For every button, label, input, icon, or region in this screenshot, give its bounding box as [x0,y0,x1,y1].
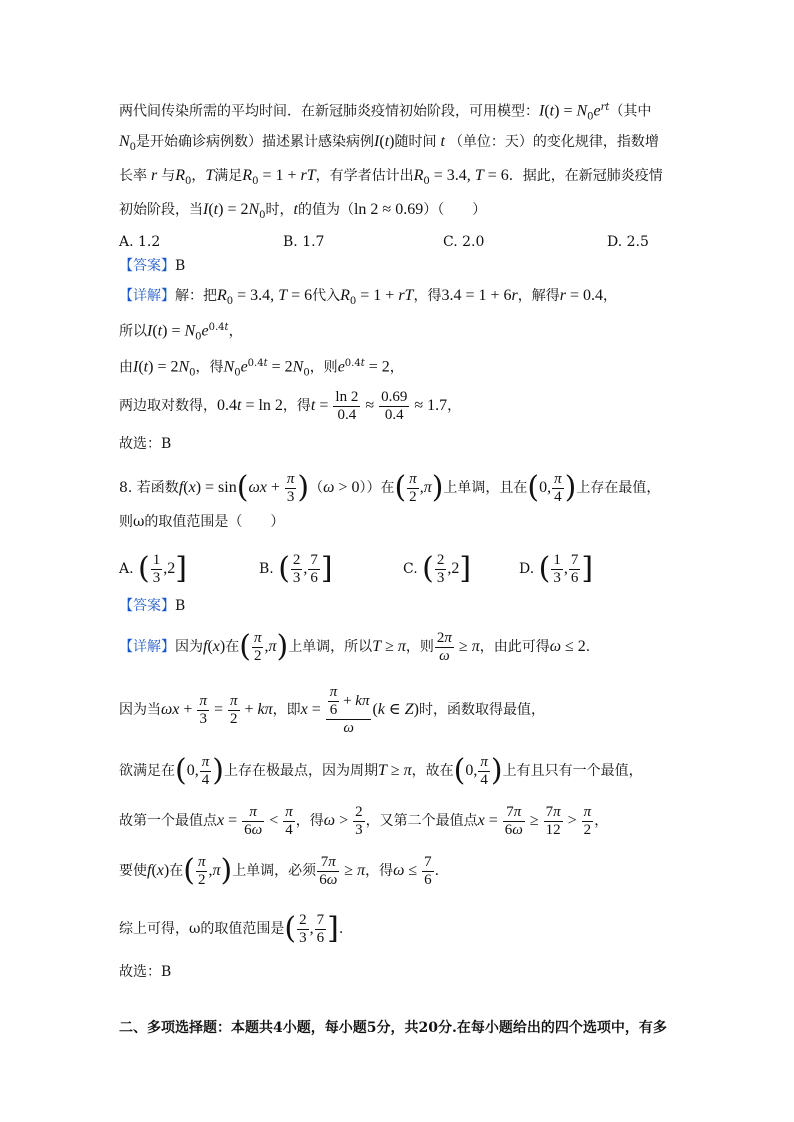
q7-line-3: 长率 r 与$R_0$，T满足$R_0 = 1$ + rT，有学者估计出$R_0 = 3.4$, T = 6．据此，在新冠肺炎疫情 [119,167,663,187]
text: 欲满足在 [119,763,175,779]
detail-tag: 【详解】 [119,288,175,304]
q8-solution-6: 综上可得，ω的取值范围是( $\frac{2}{3}$ , $\frac{7}{6}$ ]. [119,911,344,946]
text: ，则 [405,639,434,655]
text: 故选：B [119,436,172,452]
q7-line-4: 初始阶段，当$I(t) = 2N_0$时，t的值为（ln 2 ≈ 0.69）（ ） [119,201,487,221]
text: 满足 [214,168,243,184]
text: 初始阶段，当 [119,202,203,218]
q8-stem-2 [119,512,679,532]
text: （其中 [609,103,652,120]
text: 由 [119,359,133,376]
q8-choose [119,962,679,982]
text: 时，函数取得最值， [418,702,545,718]
text: 要使 [119,863,147,879]
q8-options [119,548,679,590]
text: ，则 [309,359,338,376]
text: 因为 [175,639,203,655]
text: ，得 [295,813,324,829]
text: 故选：B [119,964,172,980]
q7-line-2: $N_0$是开始确诊病例数）描述累计感染病例I(t)随时间 t （单位：天）的变化规律，指数增 [119,133,659,153]
text: 代入 [312,288,341,304]
option-b: B. 1.7 [283,234,325,250]
option-c: C. 2.0 [443,234,485,250]
text: 上单调，且在 [443,480,528,496]
text: 长率 [119,168,147,184]
option-d: D. 2.5 [607,234,649,250]
text: ，解得 [517,288,560,304]
option-a: A. ( $\frac{1}{3}$ ,2] [119,551,187,586]
text: ，故在 [411,763,454,779]
q7-solution-2: 所以$I(t) = N_0e^{0.4t}$， [119,322,243,343]
text: ．据此，在新冠肺炎疫情 [508,168,663,184]
text: ，即 [272,702,301,718]
text: 是开始确诊病例数）描述累计感染病例 [136,134,375,150]
section-2-heading: 二、多项选择题：本题共4小题，每小题5分，共20分.在每小题给出的四个选项中，有多 [119,1020,667,1036]
text: 与 [161,168,176,184]
text: 上单调，必须 [232,863,317,879]
text: 上存在最值， [576,480,661,496]
q7-solution-3: 由$I(t) = 2N_0$，得$N_0e^{0.4t} = 2N_0$，则$e^{0.4t} = 2$， [119,358,404,379]
text: 因为当 [119,702,161,718]
text: ，得 [413,288,442,304]
text: 解：把 [175,288,217,304]
text: 8. 若函数 [119,480,179,496]
text: ）在 [366,480,395,496]
q7-solution-4: 两边取对数得，0.4t = ln 2，得t = $\frac{\ln 2}{0.4}$ ≈ $\frac{0.69}{0.4}$ ≈ 1.7， [119,388,462,423]
text: ，有学者估计出 [315,168,414,184]
text: 两代间传染所需的平均时间．在新冠肺炎疫情初始阶段，可用模型： [119,103,539,120]
text: 的值为（ [297,202,354,218]
text: 上存在极最点，因为周期 [223,763,378,779]
q8-solution-1: 【详解】因为f(x)在( $\frac{\pi}{2}$ ,π)上单调，所以T ≥ π，则 $\frac{2\pi}{\omega}$ ≥ π，由此可得ω ≤ 2. [119,629,591,664]
text: ）（ ） [423,202,487,218]
q7-line-1: 两代间传染所需的平均时间．在新冠肺炎疫情初始阶段，可用模型：$I(t) = N_0e^{rt}$（其中 [119,102,652,123]
text: ，由此可得 [479,639,550,655]
option-b: B. ( $\frac{2}{3}$ , $\frac{7}{6}$ ] [259,551,333,586]
text: （单位：天）的变化规律，指数增 [448,134,659,150]
text: 上有且只有一个最值， [502,763,643,779]
answer-tag: 【答案】 [119,258,175,274]
answer-value: B [175,258,186,274]
q8-solution-2: 因为当ωx + $\frac{\pi}{3}$ = $\frac{\pi}{2}$ + kπ，即x = $\frac{\pi}{6}$ + kπ ω (k ∈ Z)时，函数取得最值， [119,683,545,736]
text: 随时间 [394,134,437,150]
answer-value: B [175,598,186,614]
text: ，得 [365,863,394,879]
text: 则ω的取值范围是（ ） [119,514,285,530]
q8-solution-5: 要使f(x)在( $\frac{\pi}{2}$ ,π)上单调，必须 $\frac{7\pi}{6\omega}$ ≥ π，得ω ≤ $\frac{7}{6}$ . [119,853,440,888]
text: 故第一个最值点 [119,813,217,829]
option-c: C. ( $\frac{2}{3}$ ,2] [403,551,472,586]
text: 所以 [119,323,147,340]
text: 在 [225,639,240,655]
q8-solution-3: 欲满足在(0, $\frac{\pi}{4}$ )上存在极最点，因为周期T ≥ π，故在(0, $\frac{\pi}{4}$ )上有且只有一个最值， [119,753,643,788]
text: ，得 [282,398,311,414]
text: ，又第二个最值点 [365,813,478,829]
text: 上单调，所以 [288,639,373,655]
text: 在 [169,863,184,879]
option-a: A. 1.2 [119,234,161,250]
q7-answer [119,256,679,276]
text: 时， [265,202,294,218]
detail-tag: 【详解】 [119,639,175,655]
text: （ [309,480,324,496]
q7-choose [119,434,679,454]
answer-tag: 【答案】 [119,598,175,614]
text: 两边取对数得， [119,398,217,414]
option-d: D. ( $\frac{1}{3}$ , $\frac{7}{6}$ ] [519,551,594,586]
q8-answer [119,596,679,616]
q8-solution-4: 故第一个最值点x = $\frac{\pi}{6\omega}$ < $\frac{\pi}{4}$ ，得ω > $\frac{2}{3}$ ，又第二个最值点x = $\frac{7\pi}{6\omega}$ ≥ $\frac{7\pi}{12}$ > $\frac{\pi}{2}$ ， [119,803,609,838]
text: 综上可得，ω的取值范围是 [119,921,285,937]
q8-stem-1: 8. 若函数f(x) = sin(ωx + $\frac{\pi}{3}$ )（ω > 0））在( $\frac{\pi}{2}$ ,π)上单调，且在(0, $\frac{\pi}{4}$ )上存在最值， [119,470,661,505]
q7-solution-1: 【详解】解：把$R_0 = 3.4$, T = 6代入$R_0 = 1$ + rT，得3.4 = 1 + 6r，解得r = 0.4， [119,287,617,307]
text: ，得 [195,359,224,376]
